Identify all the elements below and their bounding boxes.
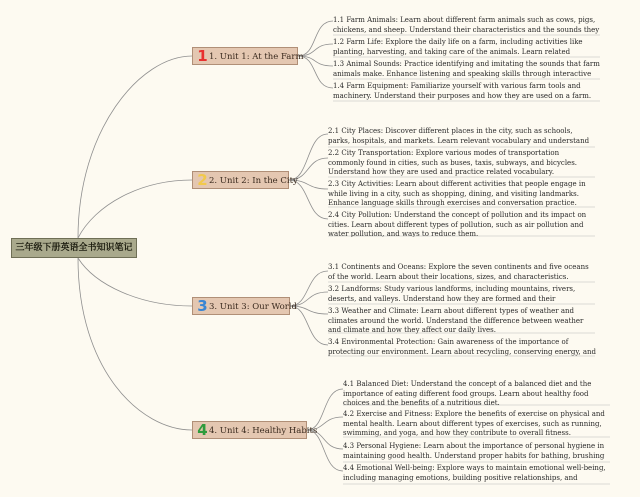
unit-node-1[interactable]: [192, 47, 304, 65]
leaf-1-3[interactable]: 1.3 Animal Sounds: Practice identifying and imitating the sounds that farm animals make. Enhance listening and speaking skills through interactive: [333, 60, 600, 78]
unit-label-1: 1. Unit 1: At the Farm: [209, 52, 304, 62]
leaf-3-2[interactable]: 3.2 Landforms: Study various landforms, including mountains, rivers, deserts, and valleys. Understand how they are formed and their: [328, 285, 576, 303]
leaf-3-1[interactable]: 3.1 Continents and Oceans: Explore the seven continents and five oceans of the world. Learn about their locations, sizes, and characteristics.: [328, 263, 589, 281]
unit-label-3: 3. Unit 3: Our World: [209, 302, 297, 312]
unit-node-4[interactable]: [192, 421, 318, 439]
leaf-4-3[interactable]: 4.3 Personal Hygiene: Learn about the importance of personal hygiene in maintaining good health. Understand proper habits for bathing, brushing: [343, 442, 605, 460]
unit-number-2: 2: [197, 171, 208, 189]
leaf-2-1[interactable]: 2.1 City Places: Discover different places in the city, such as schools, parks, hospitals, and markets. Learn relevant vocabulary and understand: [328, 127, 590, 145]
leaf-3-4[interactable]: 3.4 Environmental Protection: Gain awareness of the importance of protecting our environment. Learn about recycling, conserving energy, and: [328, 338, 596, 356]
unit-number-4: 4: [197, 421, 208, 439]
leaf-2-4[interactable]: 2.4 City Pollution: Understand the concept of pollution and its impact on cities. Learn about different types of pollution, such as air pollution and water pollution, and ways to reduce them.: [328, 211, 587, 237]
root-node[interactable]: 三年级下册英语全书知识笔记: [11, 238, 137, 258]
leaf-1-2[interactable]: 1.2 Farm Life: Explore the daily life on a farm, including activities like planting, harvesting, and taking care of the animals. Learn related: [333, 38, 583, 56]
unit-node-2[interactable]: [192, 171, 298, 189]
unit-label-4: 4. Unit 4: Healthy Habits: [209, 426, 318, 436]
leaf-2-3[interactable]: 2.3 City Activities: Learn about different activities that people engage in while living in a city, such as shopping, dining, and visiting landmarks. Enhance language skills through exercises and conversation practice.: [328, 180, 586, 207]
leaf-2-2[interactable]: 2.2 City Transportation: Explore various modes of transportation commonly found in cities, such as buses, taxis, subways, and bicycles. Understand how they are used and practice related vocabulary.: [328, 149, 578, 176]
unit-number-3: 3: [197, 297, 208, 315]
unit-label-2: 2. Unit 2: In the City: [209, 176, 298, 186]
leaf-1-4[interactable]: 1.4 Farm Equipment: Familiarize yourself with various farm tools and machinery. Understand their purposes and how they are used on a farm.: [333, 82, 592, 100]
leaf-4-4[interactable]: 4.4 Emotional Well-being: Explore ways to maintain emotional well-being, including managing emotions, building positive relationships, and: [343, 464, 606, 482]
leaf-3-3[interactable]: 3.3 Weather and Climate: Learn about different types of weather and climates around the world. Understand the difference between weather and climate and how they affect our daily lives.: [328, 307, 584, 334]
unit-number-1: 1: [197, 47, 208, 65]
leaf-4-2[interactable]: 4.2 Exercise and Fitness: Explore the benefits of exercise on physical and mental health. Learn about different types of exercises, such as running, swimming, and yoga, and how they contribute to overall fitness.: [343, 410, 605, 437]
unit-node-3[interactable]: [192, 297, 297, 315]
leaf-4-1[interactable]: 4.1 Balanced Diet: Understand the concept of a balanced diet and the importance of eating different food groups. Learn about healthy food choices and the benefits of a nutritious diet.: [343, 380, 592, 406]
leaf-1-1[interactable]: 1.1 Farm Animals: Learn about different farm animals such as cows, pigs, chickens, and sheep. Understand their characteristics and the sounds they: [333, 16, 600, 34]
